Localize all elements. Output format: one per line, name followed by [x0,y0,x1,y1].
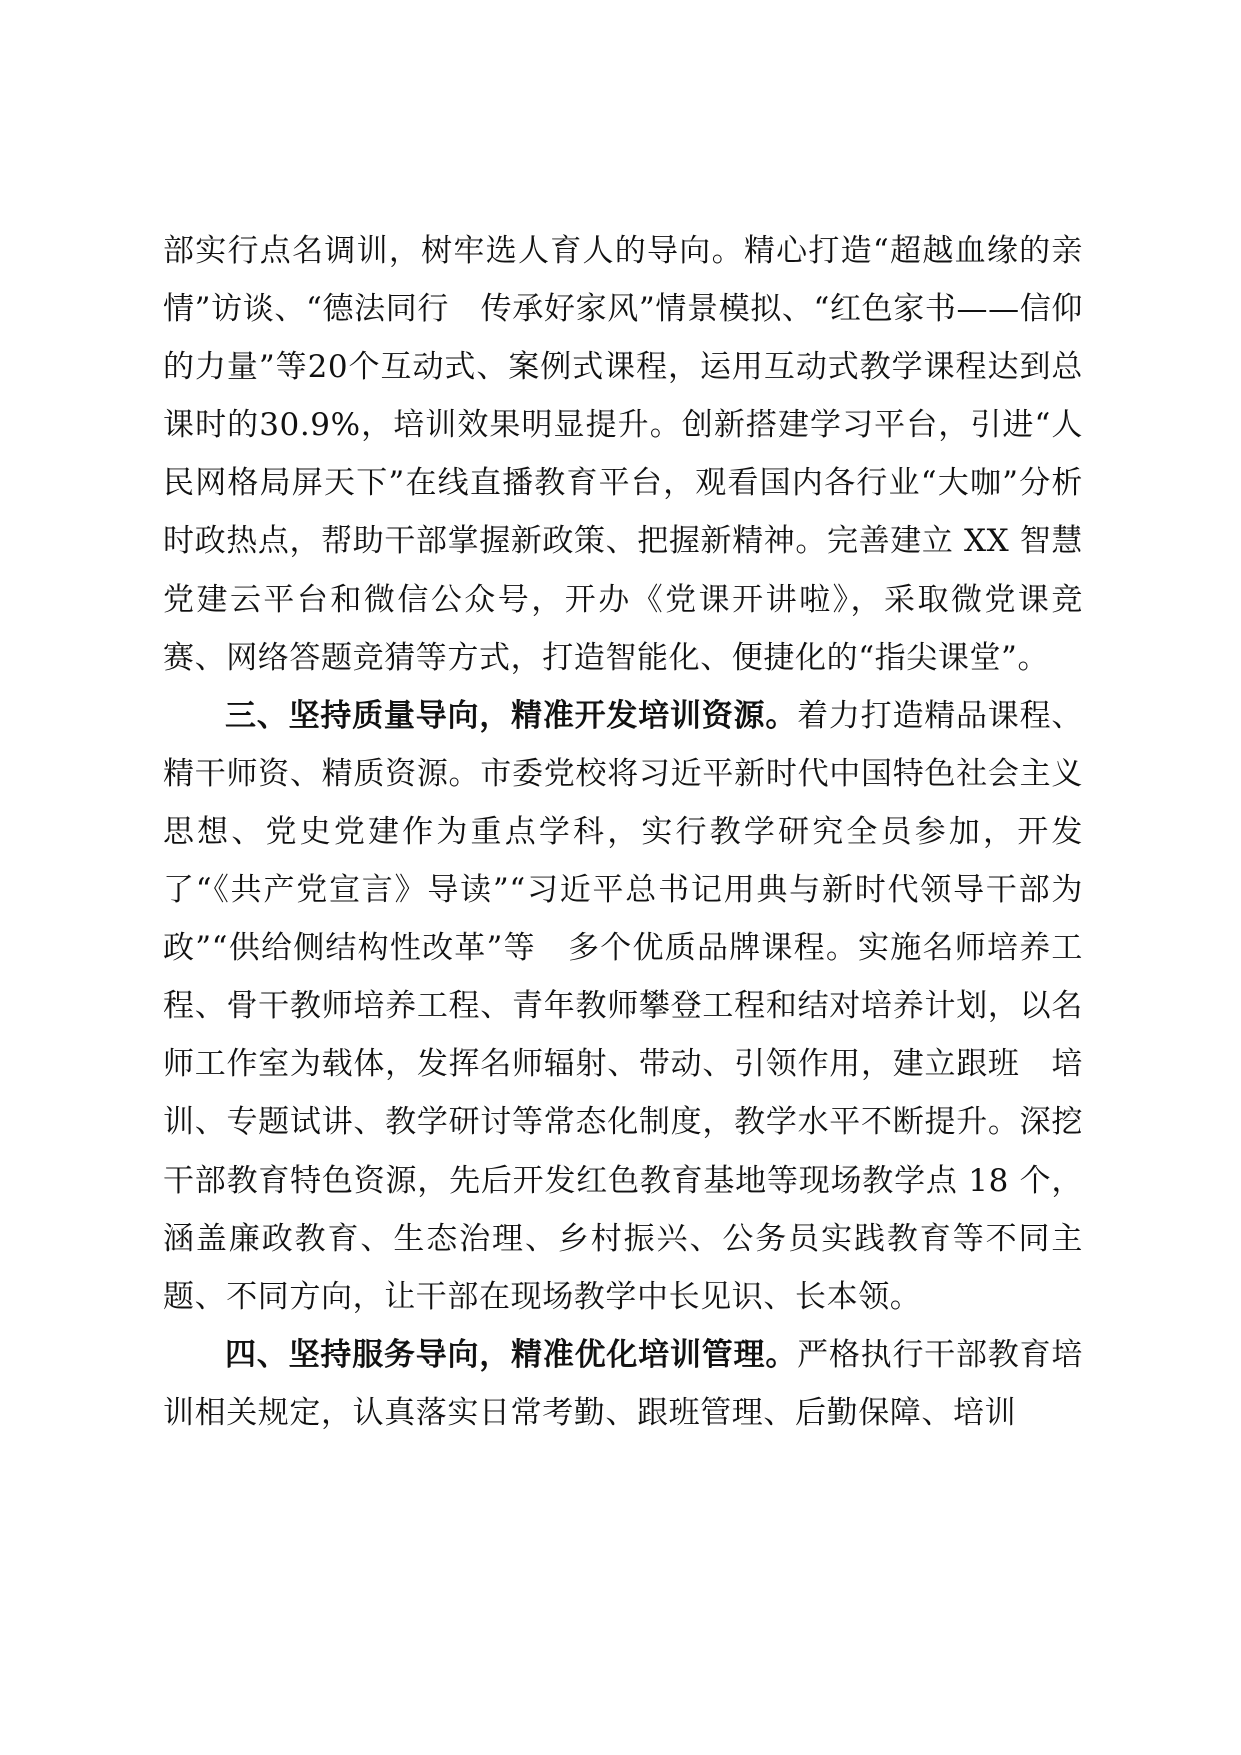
paragraph-body: 着力打造精品课程、精干师资、精质资源。市委党校将习近平新时代中国特色社会主义思想、党史党建作为重点学科，实行教学研究全员参加，开发了“《共产党宣言》导读”“习近平总书记用典与新时代领导干部为政”“供给侧结构性改革”等 多个优质品牌课程。实施名师培养工程、骨干教师培养工程、青年教师攀登工程和结对培养计划，以名师工作室为载体，发挥名师辐射、带动、引领作用，建立跟班 培训、专题试讲、教学研讨等常态化制度，教学水平不断提升。深挖干部教育特色资源，先后开发红色教育基地等现场教学点 18 个，涵盖廉政教育、生态治理、乡村振兴、公务员实践教育等不同主题、不同方向，让干部在现场教学中长见识、长本领。 [163,697,1083,1315]
paragraph-section-three [163,687,1083,1326]
paragraph-body: 部实行点名调训，树牢选人育人的导向。精心打造“超越血缘的亲情”访谈、“德法同行 传承好家风”情景模拟、“红色家书——信仰的力量”等20个互动式、案例式课程，运用互动式教学课程达到总课时的30.9%，培训效果明显提升。创新搭建学习平台，引进“人民网格局屏天下”在线直播教育平台，观看国内各行业“大咖”分析时政热点，帮助干部掌握新政策、把握新精神。完善建立 XX 智慧党建云平台和微信公众号，开办《党课开讲啦》，采取微党课竞赛、网络答题竞猜等方式，打造智能化、便捷化的“指尖课堂”。 [163,233,1083,676]
section-heading: 四、坚持服务导向，精准优化培训管理。 [225,1336,798,1373]
paragraph-section-four [163,1326,1083,1442]
paragraph-continuation [163,222,1083,687]
body-text [163,222,1083,1442]
paragraph-body: 严格执行干部教育培训相关规定，认真落实日常考勤、跟班管理、后勤保障、培训 [163,1336,1083,1431]
section-heading: 三、坚持质量导向，精准开发培训资源。 [225,697,798,734]
